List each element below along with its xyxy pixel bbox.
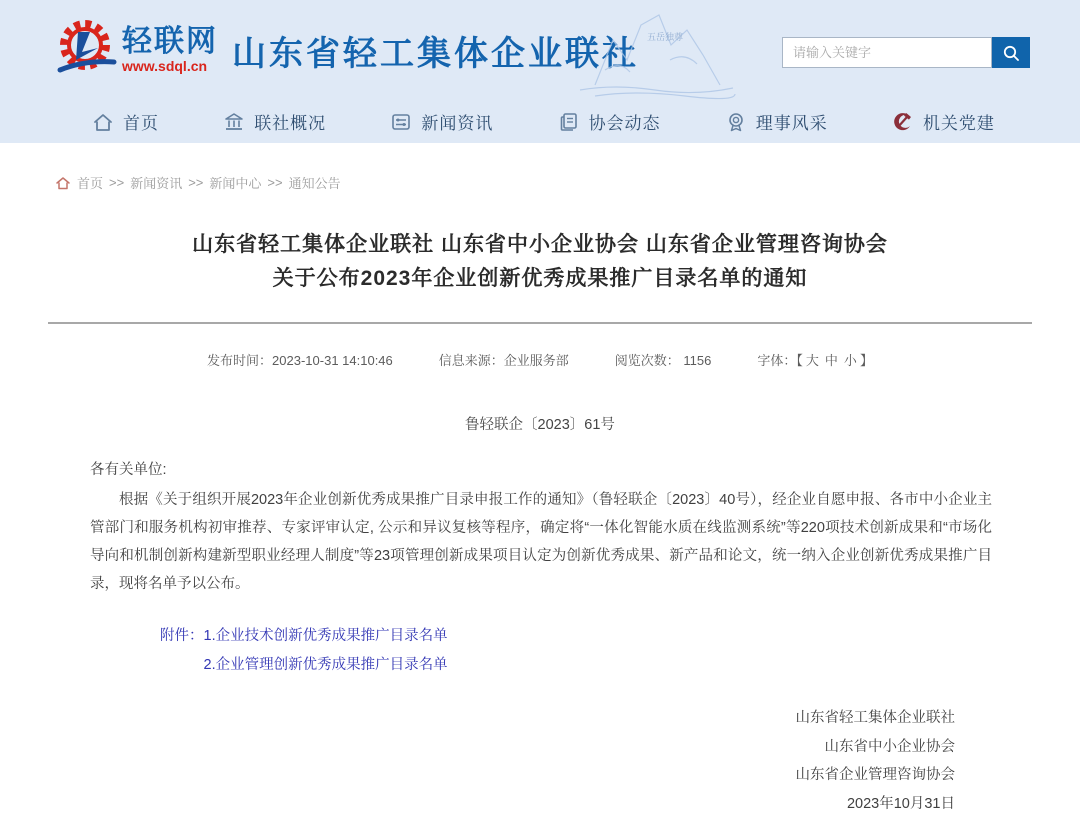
breadcrumb-separator: >> [109, 175, 124, 190]
font-size-label: 字体： [757, 353, 796, 368]
site-header [0, 0, 1080, 143]
org-title: 山东省轻工集体企业联社 [232, 26, 639, 75]
info-source: 信息来源：企业服务部 [439, 350, 569, 369]
home-icon [92, 111, 114, 133]
nav-label: 新闻资讯 [421, 109, 493, 134]
document-icon [558, 111, 580, 133]
article-title [0, 228, 1080, 296]
nav-item-overview[interactable] [223, 109, 326, 134]
main-nav [0, 100, 1080, 143]
font-size-medium[interactable]: 中 [825, 353, 838, 368]
breadcrumb-separator: >> [267, 175, 282, 190]
signature-date: 2023年10月31日 [0, 790, 955, 818]
publish-time: 发布时间：2023-10-31 14:10:46 [207, 350, 393, 369]
font-size-small[interactable]: 小 [844, 353, 857, 368]
view-count: 阅览次数： 1156 [615, 350, 712, 369]
party-emblem-icon [892, 111, 914, 133]
breadcrumb-item-news[interactable]: 新闻资讯 [130, 173, 182, 192]
nav-item-party[interactable] [892, 109, 995, 134]
breadcrumb-item-notices[interactable]: 通知公告 [289, 173, 341, 192]
logo-site-name: 轻联网 [122, 27, 218, 57]
body-paragraph: 根据《关于组织开展2023年企业创新优秀成果推广目录申报工作的通知》（鲁轻联企〔2023〕40号），经企业自愿申报、各市中小企业主管部门和服务机构初审推荐、专家评审认定, 公示和异议复核等程序，确定将“一体化智能水质在线监测系统”等220项技术创新成果和“市场化导向和机制创新构建新型职业经理人制度”等23项管理创新成果项目认定为创新优秀成果、新产品和论文，统一纳入企业创新优秀成果推广目录，现将名单予以公布。 [90, 486, 992, 598]
breadcrumb-item-newscenter[interactable]: 新闻中心 [209, 173, 261, 192]
svg-text:五岳独尊: 五岳独尊 [647, 31, 683, 42]
signature-org-2: 山东省中小企业协会 [0, 733, 955, 762]
nav-item-home[interactable] [92, 109, 159, 134]
nav-item-news[interactable] [390, 109, 493, 134]
medal-icon [725, 111, 747, 133]
nav-label: 联社概况 [254, 109, 326, 134]
attachment-links [204, 622, 448, 680]
nav-item-dynamics[interactable] [558, 109, 661, 134]
article-title-line2: 关于公布2023年企业创新优秀成果推广目录名单的通知 [0, 262, 1080, 296]
logo-site-url: www.sdql.cn [122, 59, 218, 73]
header-top [0, 0, 1080, 100]
breadcrumb-separator: >> [188, 175, 203, 190]
font-size-control [757, 350, 873, 369]
salutation: 各有关单位: [90, 456, 992, 484]
nav-label: 首页 [123, 109, 159, 134]
search-box [782, 37, 1030, 68]
article-title-line1: 山东省轻工集体企业联社 山东省中小企业协会 山东省企业管理咨询协会 [0, 228, 1080, 262]
bank-icon [223, 111, 245, 133]
attachment-link-2[interactable]: 2.企业管理创新优秀成果推广目录名单 [204, 651, 448, 680]
nav-label: 机关党建 [923, 109, 995, 134]
nav-label: 理事风采 [756, 109, 828, 134]
attachments-label: 附件： [160, 622, 204, 680]
signature-org-1: 山东省轻工集体企业联社 [0, 704, 955, 733]
article-meta [0, 350, 1080, 369]
nav-label: 协会动态 [589, 109, 661, 134]
search-input[interactable] [782, 37, 992, 68]
search-icon [1002, 44, 1020, 62]
home-icon [55, 175, 71, 191]
bracket-close: 】 [860, 353, 873, 368]
document-number: 鲁轻联企〔2023〕61号 [0, 413, 1080, 434]
article-body [90, 456, 992, 598]
nav-item-directors[interactable] [725, 109, 828, 134]
site-logo[interactable] [52, 18, 218, 82]
attachments [160, 622, 1080, 680]
breadcrumb-item-home[interactable]: 首页 [77, 173, 103, 192]
search-button[interactable] [992, 37, 1030, 68]
gear-logo-icon [52, 18, 118, 82]
font-size-large[interactable]: 大 [806, 353, 819, 368]
title-divider [48, 322, 1032, 324]
logo-text-block [122, 27, 218, 73]
signature-org-3: 山东省企业管理咨询协会 [0, 761, 955, 790]
breadcrumb [55, 173, 1080, 192]
news-icon [390, 111, 412, 133]
signature-block [0, 704, 955, 818]
attachment-link-1[interactable]: 1.企业技术创新优秀成果推广目录名单 [204, 622, 448, 651]
bracket-open: 【 [796, 353, 803, 368]
